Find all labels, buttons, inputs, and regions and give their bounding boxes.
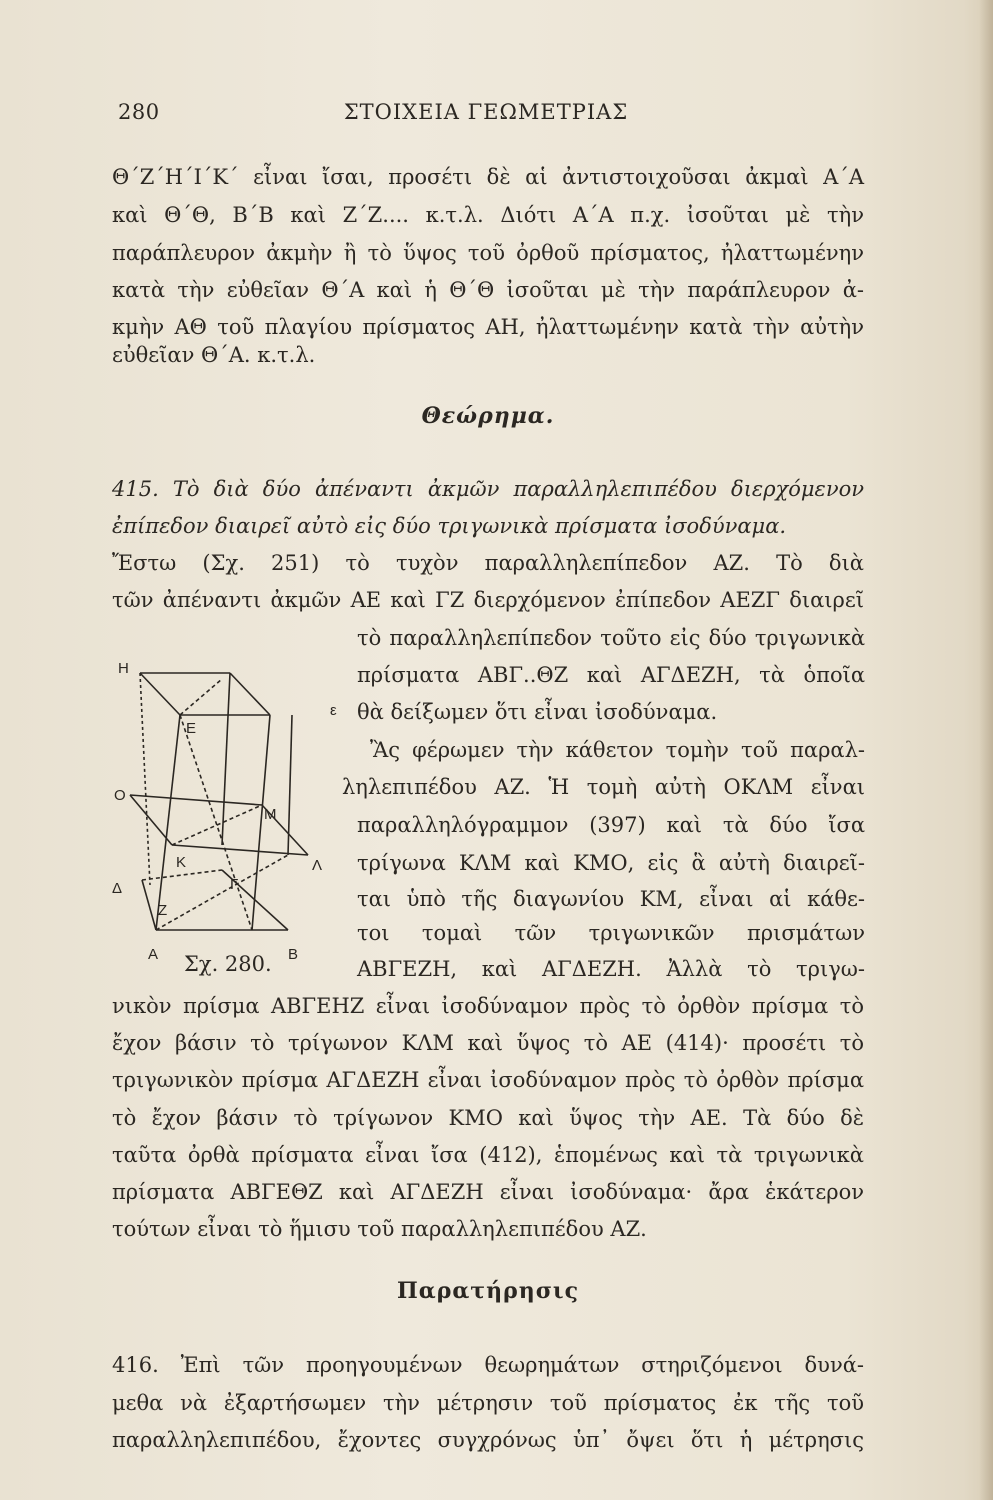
label-G: Γ — [230, 876, 239, 893]
proof-line: ἔχον βάσιν τὸ τρίγωνον ΚΛΜ καὶ ὕψος τὸ ΑΕ (414)· προσέτι τὸ — [112, 1031, 864, 1055]
proof-line: θὰ δείξωμεν ὅτι εἶναι ἰσοδύναμα. — [357, 700, 718, 724]
figure-edge — [156, 715, 180, 930]
remark-line: 416. Ἐπὶ τῶν προηγουμένων θεωρημάτων στηριζόμενοι δυνά- — [112, 1353, 864, 1377]
proof-line: τὸ παραλληλεπίπεδον τοῦτο εἰς δύο τριγωνικὰ — [357, 626, 865, 650]
label-B: Β — [288, 946, 299, 963]
proof-line: παραλληλόγραμμον (397) καὶ τὰ δύο ἴσα — [357, 813, 865, 837]
theorem-heading: Θεώρημα. — [421, 403, 555, 429]
proof-line: τριγωνικὸν πρίσμα ΑΓΔΕΖΗ εἶναι ἰσοδύναμον πρὸς τὸ ὀρθὸν πρίσμα — [112, 1068, 864, 1092]
text-line: Θ΄Ζ΄Η΄Ι΄Κ΄ εἶναι ἴσαι, προσέτι δὲ αἱ ἀντιστοιχοῦσαι ἀκμαὶ Α΄Α — [112, 165, 864, 189]
text-line: κμὴν ΑΘ τοῦ πλαγίου πρίσματος ΑΗ, ἠλαττωμένην κατὰ τὴν αὐτὴν — [112, 315, 864, 339]
proof-line: τρίγωνα ΚΛΜ καὶ ΚΜΟ, εἰς ἃ αὐτὴ διαιρεῖ- — [357, 851, 865, 875]
proof-line: Ἂς φέρωμεν τὴν κάθετον τομὴν τοῦ παραλ- — [370, 738, 865, 762]
figure-edge — [140, 673, 150, 885]
proof-line: νικὸν πρίσμα ΑΒΓΕΗΖ εἶναι ἰσοδύναμον πρὸς τὸ ὀρθὸν πρίσμα τὸ — [112, 994, 864, 1018]
figure-edge — [180, 715, 252, 930]
proof-line: ληλεπιπέδου ΑΖ. Ἡ τομὴ αὐτὴ ΟΚΛΜ εἶναι — [342, 775, 865, 799]
label-M: Μ — [264, 806, 277, 823]
figure-edge — [222, 673, 230, 845]
figure-edge — [180, 679, 222, 715]
label-Delta: Δ — [112, 880, 123, 897]
label-H: Η — [118, 660, 129, 677]
remark-heading: Παρατήρησις — [397, 1278, 579, 1304]
page-edge-shadow — [979, 0, 993, 1500]
figure-edge — [130, 795, 172, 845]
label-O: Ο — [114, 787, 126, 804]
label-K: Κ — [176, 854, 187, 871]
proof-line: τὸ ἔχον βάσιν τὸ τρίγωνον ΚΜΟ καὶ ὕψος τὴν ΑΕ. Τὰ δύο δὲ — [112, 1106, 864, 1130]
label-L: Λ — [312, 857, 323, 874]
proof-line: τοι τομαὶ τῶν τριγωνικῶν πρισμάτων — [357, 921, 865, 945]
text-line: εὐθεῖαν Θ΄Α. κ.τ.λ. — [112, 343, 316, 367]
label-epsilon: ε — [330, 702, 337, 719]
label-Z: Ζ — [158, 902, 168, 919]
label-A: Α — [148, 946, 159, 963]
proof-line: πρίσματα ΑΒΓ..ΘΖ καὶ ΑΓΔΕΖΗ, τὰ ὁποῖα — [357, 663, 865, 687]
proof-line: τούτων εἶναι τὸ ἥμισυ τοῦ παραλληλεπιπέδου ΑΖ. — [112, 1217, 647, 1241]
proof-line: ται ὑπὸ τῆς διαγωνίου ΚΜ, εἶναι αἱ κάθε- — [357, 887, 865, 911]
figure-edge — [140, 673, 180, 715]
theorem-statement-line: ἐπίπεδον διαιρεῖ αὐτὸ εἰς δύο τριγωνικὰ πρίσματα ἰσοδύναμα. — [112, 514, 787, 538]
figure-caption: Σχ. 280. — [184, 952, 272, 976]
remark-line: παραλληλεπιπέδου, ἔχοντες συγχρόνως ὑπ᾽ ὄψει ὅτι ἡ μέτρησις — [112, 1428, 864, 1452]
text-line: κατὰ τὴν εὐθεῖαν Θ΄Α καὶ ἡ Θ΄Θ ἰσοῦται μὲ τὴν παράπλευρον ἀ- — [112, 278, 864, 302]
proof-line: πρίσματα ΑΒΓΕΘΖ καὶ ΑΓΔΕΖΗ εἶναι ἰσοδύναμα· ἄρα ἑκάτερον — [112, 1180, 864, 1204]
proof-line: ΑΒΓΕΖΗ, καὶ ΑΓΔΕΖΗ. Ἀλλὰ τὸ τριγω- — [357, 957, 865, 981]
page-number: 280 — [118, 100, 160, 124]
proof-line: τῶν ἀπέναντι ἀκμῶν ΑΕ καὶ ΓΖ διερχόμενον ἐπίπεδον ΑΕΖΓ διαιρεῖ — [112, 588, 864, 612]
figure-edge — [230, 673, 270, 715]
page-header — [112, 100, 860, 130]
figure-edge — [142, 870, 222, 880]
figure-edge — [130, 795, 262, 805]
proof-line: ταῦτα ὀρθὰ πρίσματα εἶναι ἴσα (412), ἑπομένως καὶ τὰ τριγωνικὰ — [112, 1143, 864, 1167]
label-E: Ε — [186, 720, 197, 737]
theorem-statement-line: 415. Τὸ διὰ δύο ἀπέναντι ἀκμῶν παραλληλεπιπέδου διερχόμενον — [112, 477, 864, 501]
text-line: παράπλευρον ἀκμὴν ἢ τὸ ὕψος τοῦ ὀρθοῦ πρίσματος, ἠλαττωμένην — [112, 241, 864, 265]
figure-edge — [172, 805, 262, 845]
proof-line: Ἔστω (Σχ. 251) τὸ τυχὸν παραλληλεπίπεδον ΑΖ. Τὸ διὰ — [112, 551, 864, 575]
figure-edge — [142, 880, 156, 930]
text-line: καὶ Θ΄Θ, Β΄Β καὶ Ζ΄Ζ.... κ.τ.λ. Διότι Α΄Α π.χ. ἰσοῦται μὲ τὴν — [112, 203, 864, 227]
parallelepiped-figure — [112, 630, 342, 1000]
remark-line: μεθα νὰ ἐξαρτήσωμεν τὴν μέτρησιν τοῦ πρίσματος ἐκ τῆς τοῦ — [112, 1391, 864, 1415]
running-title: ΣΤΟΙΧΕΙΑ ΓΕΩΜΕΤΡΙΑΣ — [343, 100, 629, 124]
